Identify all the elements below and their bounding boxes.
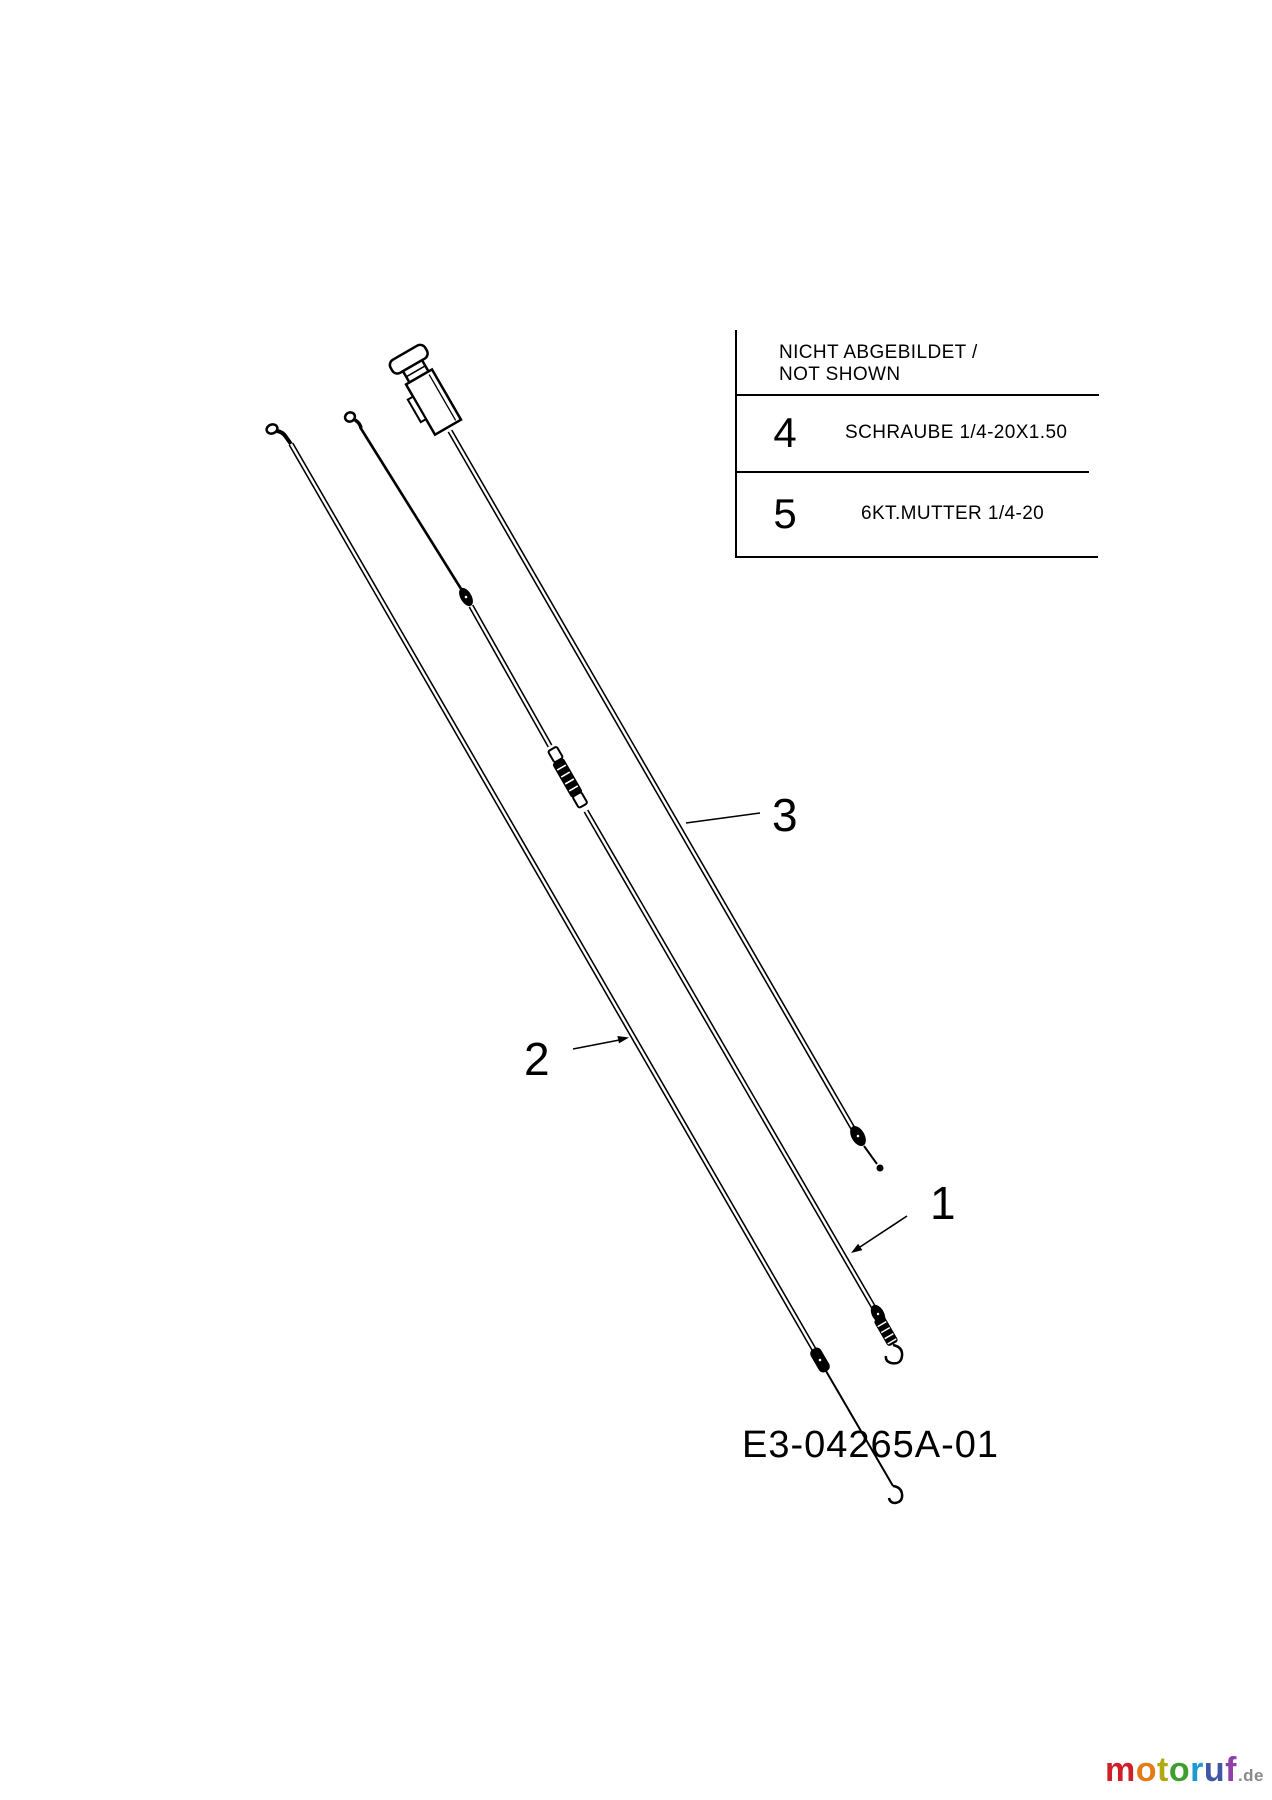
callout-label-3: 3: [772, 789, 798, 841]
cable-2-sheath-core: [291, 444, 816, 1353]
cable-3-inner-wire: [864, 1146, 877, 1164]
callout-2-leader: [573, 1040, 622, 1050]
cable-1-top-hook: [355, 420, 361, 428]
watermark-letter: u: [1203, 1751, 1226, 1789]
callout-label-1: 1: [930, 1177, 956, 1229]
watermark-letter: f: [1225, 1751, 1237, 1789]
callout-2-arrowhead: [617, 1036, 629, 1043]
drawing-number: E3-04265A-01: [742, 1424, 1000, 1466]
cable-1-bottom-spring: [873, 1315, 898, 1347]
cable-2-top-hook: [277, 431, 291, 444]
callout-1-arrowhead: [851, 1244, 862, 1253]
watermark-letter: r: [1190, 1751, 1204, 1789]
table-row-description: 6KT.MUTTER 1/4-20: [861, 502, 1045, 524]
cable-2-end-hook: [889, 1486, 902, 1503]
watermark-letter: t: [1156, 1751, 1169, 1789]
table-row-ref: 4: [773, 408, 797, 456]
watermark-letter: o: [1135, 1751, 1157, 1789]
cable-part-2: [265, 423, 902, 1503]
cable-1-top-wire: [360, 427, 463, 592]
cable-1-sheath-lower-core: [586, 811, 874, 1308]
table-divider: [737, 556, 1098, 558]
watermark-letter: o: [1168, 1751, 1191, 1789]
table-row-ref: 5: [773, 489, 797, 537]
cable-1-end-hook: [886, 1345, 902, 1363]
cable-1-sheath-upper-core: [471, 606, 550, 746]
cable-1-ferrule-hole: [465, 596, 468, 599]
cable-1-bottom-barrel-hole: [877, 1313, 879, 1315]
not-shown-table: [735, 330, 1097, 558]
cable-3-barrel-hole: [857, 1135, 860, 1138]
watermark-suffix: .de: [1237, 1766, 1264, 1785]
watermark-letter: m: [1104, 1751, 1136, 1789]
cable-2-barrel-hole: [819, 1359, 822, 1362]
table-header: [779, 342, 978, 386]
cable-2-top-eyelet: [265, 423, 278, 435]
cable-3-ball-end: [877, 1165, 884, 1172]
table-header-line2: NOT SHOWN: [779, 364, 901, 385]
callout-label-2: 2: [524, 1033, 550, 1085]
motoruf-watermark-logo[interactable]: [1105, 1751, 1264, 1790]
callout-3-leader: [686, 813, 760, 823]
table-row-description: SCHRAUBE 1/4-20X1.50: [845, 421, 1068, 443]
callout-1-leader: [860, 1216, 907, 1247]
cable-3-knob: [387, 343, 466, 438]
table-header-line1: NICHT ABGEBILDET /: [779, 342, 978, 363]
